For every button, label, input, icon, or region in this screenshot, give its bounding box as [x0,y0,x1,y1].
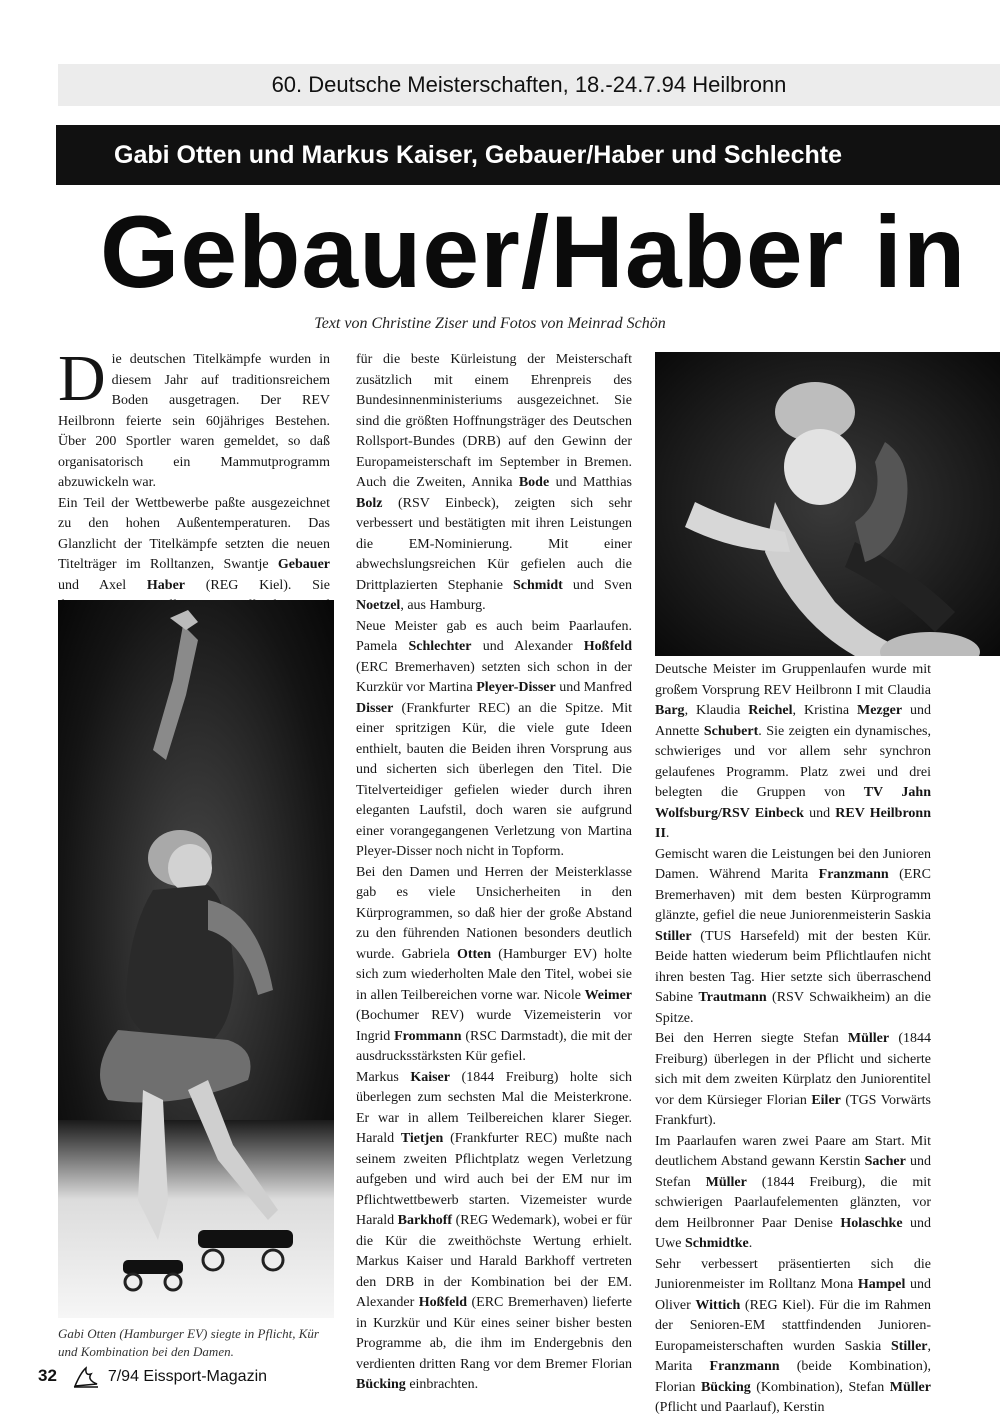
name: Barkhoff [397,1213,453,1228]
text: (beide Kombination), Florian [655,1359,931,1395]
dance-pair-photo [655,352,1000,656]
photo-caption: Gabi Otten (Hamburger EV) siegte in Pflicht, Kür und Kombination bei den Damen. [58,1326,319,1359]
text: (REG Kiel). Für die im Rahmen der Senioren-EM stattfindenden Junioren-Europameisterschaften wurden Saskia [655,1297,931,1354]
magazine-logo-icon [73,1366,99,1388]
article-column-1 [58,342,330,637]
name: Müller [847,1031,890,1046]
name: Weimer [584,987,632,1003]
subheadline-bar [56,125,1000,185]
name: Müller [889,1379,931,1395]
text: und Oliver [655,1277,932,1313]
paragraph [356,863,632,1068]
text: (Frankfurter REC) mußte nach seinem zweiten Pflichtplatz wegen Verletzung aufgeben und wird auch bei der EM nur im Pflichtwettbewerb starten. Vizemeister wurde Harald [356,1131,632,1228]
text: und Manfred [555,680,632,695]
name: Gebauer [277,557,330,572]
text: und Uwe [655,1215,931,1251]
paragraph [356,350,632,617]
text: einbrachten. [405,1377,479,1392]
paragraph [655,1132,931,1255]
name: Stiller [890,1338,928,1354]
paragraph [655,845,931,1030]
text: Im Paarlaufen waren zwei Paare am Start. Mit deutlichem Abstand gewann Kerstin [655,1133,931,1169]
text: (1844 Freiburg) holte sich überlegen zum sechsten Mal die Meisterkrone. Er war in allem Teilbereichen klarer Sieger. Harald [356,1069,632,1146]
text: (REG Wedemark), wobei er für die Kür die zweithöchste Wertung erhielt. Markus Kaiser und Harald Barkhoff vertreten den DRB in der Kombination bei der EM. Alexander [356,1213,632,1310]
text: , Kristina [792,703,857,718]
text: Bei den Herren siegte Stefan [655,1031,848,1046]
text: (TGS Vorwärts Frankfurt). [655,1092,931,1128]
text: für die beste Kürleistung der Meisterschaft zusätzlich mit einem Ehrenpreis des Bundesinnenministeriums ausgezeichnet. Sie sind die größten Hoffnungsträger des Deutschen Rollsport-Bundes (DRB) auf den Gewinn der Europameisterschaft im September in Bremen. Auch die Zweiten, Annika [356,352,632,490]
text: Markus [356,1069,411,1085]
text: (TUS Harsefeld) mit der besten Kür. Beide hatten wiederum beim Pflichtlaufen nicht ihren besten Tag. Hier setzte sich überraschend Sabine [655,928,931,1005]
name: Mezger [857,703,903,718]
text: (Frankfurter REC) an die Spitze. Mit einer spritzigen Kür, die viele gute Ideen enthielt, bauten die Beiden ihren Vorsprung aus und sicherten sich überlegen den Titel. Die Titelverteidiger gefielen wieder durch ihren eleganten Laufstil, doch waren sie aufgrund einer vorangegangenen Verletzung von Martina Pleyer-Disser noch nicht in Topform. [356,700,632,859]
name: Hoßfeld [418,1295,468,1310]
text: und Axel [58,577,147,593]
kicker-line: 60. Deutsche Meisterschaften, 18.-24.7.94 Heilbronn [58,64,1000,106]
text: . [665,826,670,841]
page-footer [38,1366,267,1388]
text: (REG Kiel). Sie [205,577,330,593]
name: Holaschke [840,1215,903,1231]
paragraph [655,1029,931,1132]
paragraph [58,342,330,494]
text: Deutsche Meister im Gruppenlaufen wurde mit großem Vorsprung REV Heilbronn I mit Claudia [655,662,931,698]
name: Schlechter [408,639,472,654]
text: . Sie zeigten ein dynamisches, schwieriges und vor allem sehr synchron gelaufenes Programm. Platz zwei und drei belegten die Gruppen von [655,723,932,800]
name: Wittich [695,1297,741,1313]
text: (Bochumer REV) wurde Vizemeisterin vor Ingrid [356,1008,632,1044]
name: Bolz [356,495,383,511]
text: und [803,805,836,821]
paragraph [655,1255,931,1419]
name: Reichel [748,703,793,718]
name: Sacher [864,1154,906,1169]
name: Stiller [655,928,692,944]
text: , Marita [655,1338,931,1374]
text: , aus Hamburg. [400,598,486,613]
name: Schubert [703,723,759,739]
name: Eiler [811,1092,841,1108]
name: Bücking [700,1379,751,1395]
page-number: 32 [38,1366,57,1386]
name: Trautmann [698,990,767,1005]
text: ie deutschen Titelkämpfe wurden in diesem Jahr auf traditionsreichem Boden ausgetragen. Der REV Heilbronn feierte sein 60jähriges Bestehen. Über 200 Sportler waren gemeldet, so daß organisatorisch ein Mammutprogramm abzuwickeln war. [58,352,330,490]
text: und Alexander [471,639,584,654]
article-column-3 [655,660,931,1419]
name: Schmidtke [684,1236,749,1251]
name: Hampel [857,1277,906,1292]
text: und Sven [562,577,632,593]
drop-cap: D [58,342,106,415]
text: (ERC Bremerhaven) mit dem besten Kürprogramm glänzte, gefiel die neue Juniorenmeisterin Saskia [655,867,931,923]
name: Haber [146,577,185,593]
text: (RSV Einbeck), zeigten sich sehr verbessert und bestätigten mit ihren Leistungen die EM-Nominierung. Mit einer abwechslungsreichen Kür gefielen auch die Drittplazierten Stephanie [356,495,632,593]
skater-photo [58,600,334,1318]
subheadline: Gabi Otten und Markus Kaiser, Gebauer/Haber und Schlechte [114,141,842,169]
article-column-2 [356,350,632,1396]
text: (Kombination), Stefan [750,1379,890,1395]
text: Sehr verbessert präsentierten sich die Juniorenmeister im Rolltanz Mona [655,1256,931,1292]
name: TV Jahn Wolfsburg/RSV Einbeck [655,785,931,821]
name: Franzmann [818,867,889,882]
text: , Klaudia [684,703,749,718]
text: und Annette [655,703,931,739]
headline: Gebauer/Haber in [100,195,967,309]
text: (RSV Schwaikheim) an die Spitze. [655,990,931,1026]
text: Neue Meister gab es auch beim Paarlaufen. Pamela [356,618,632,654]
text: (RSC Darmstadt), die mit der ausdrucksstärksten Kür gefiel. [356,1028,632,1064]
text: (Hamburger EV) holte sich zum wiederholten Male den Titel, wobei sie in allen Teilbereichen vorne war. Nicole [356,946,633,1003]
text: (ERC Bremerhaven) setzten sich schon in der Kurzkür vor Martina [356,659,632,695]
name: Disser [356,700,394,716]
name: Schmidt [513,577,563,593]
text: (1844 Freiburg) überlegen in der Pflicht und sicherte sich mit dem zweiten Kürplatz den Juniorentitel vor dem Kürsieger Florian [655,1031,931,1108]
text: und Stefan [655,1154,931,1190]
paragraph [655,660,931,845]
name: Otten [456,946,492,962]
text: (ERC Bremerhaven) lieferte in Kurzkür und Kür eines seiner bisher besten Programme ab, die ihm im Endergebnis den verdienten dritten Rang vor dem Bremer Florian [356,1295,633,1372]
paragraph [356,617,632,863]
text: und Matthias [549,475,632,490]
text: Bei den Damen und Herren der Meisterklasse gab es viele Unsicherheiten in den Kürprogrammen, so daß hier der große Abstand zu den führenden Nationen besonders deutlich wurde. Gabriela [356,864,632,962]
name: Pleyer-Disser [476,680,556,695]
byline: Text von Christine Ziser und Fotos von Meinrad Schön [314,315,666,332]
text: (Pflicht und Paarlauf), Kerstin [655,1400,825,1415]
text: (1844 Freiburg), die mit schwierigen Paarlaufelementen glänzten, vor dem Heilbronner Paar Denise [655,1174,931,1231]
text: Gemischt waren die Leistungen bei den Junioren Damen. Während Marita [655,846,931,882]
issue-label: 7/94 Eissport-Magazin [107,1368,268,1386]
name: REV Heilbronn II [655,805,931,841]
text: Ein Teil der Wettbewerbe paßte ausgezeichnet zu den hohen Außentemperaturen. Das Glanzlicht der Titelkämpfe setzten die neuen Titelträger im Rolltanzen, Swantje [58,495,330,572]
name: Noetzel [356,598,401,613]
name: Frommann [394,1028,462,1044]
name: Bode [518,475,550,490]
name: Franzmann [709,1359,780,1374]
name: Barg [655,703,685,718]
name: Hoßfeld [583,639,632,654]
name: Müller [705,1174,747,1190]
name: Bücking [356,1377,406,1392]
name: Kaiser [410,1069,450,1085]
paragraph [356,1068,632,1396]
name: Tietjen [400,1131,444,1146]
text: . [748,1236,753,1251]
